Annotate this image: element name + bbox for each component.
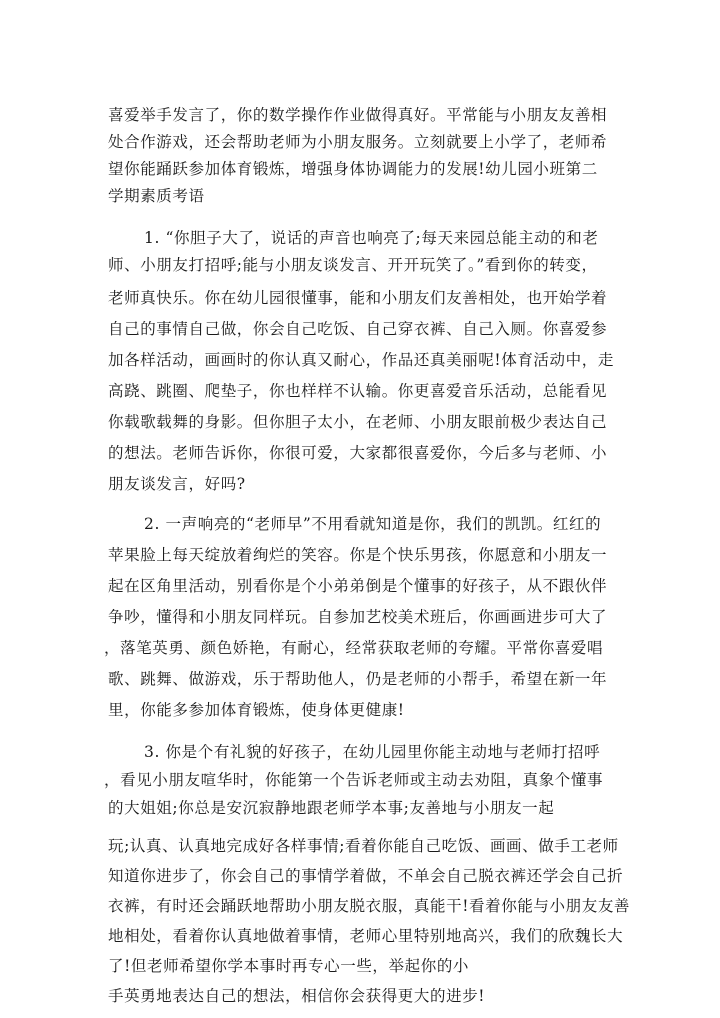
item3-line: 的大姐姐;你总是安沉寂静地跟老师学本事;友善地与小朋友一起: [108, 799, 555, 817]
item1-line: 朋友谈发言，好吗?: [108, 475, 246, 493]
item2-line: 起在区角里活动，别看你是个小弟弟倒是个懂事的好孩子，从不跟伙伴: [108, 577, 608, 595]
intro-line: 处合作游戏，还会帮助老师为小朋友服务。立刻就要上小学了，老师希: [108, 133, 608, 151]
item1-line: 加各样活动，画画时的你认真又耐心，作品还真美丽呢!体育活动中，走: [108, 351, 614, 369]
item2-line: 里，你能多参加体育锻炼，使身体更健康!: [108, 701, 405, 719]
item1-line: 1. “你胆子大了，说话的声音也响亮了;每天来园总能主动的和老: [144, 229, 599, 247]
item3-line: 了!但老师希望你学本事时再专心一些，举起你的小: [108, 957, 470, 975]
item2-line: 2. 一声响亮的“老师早”不用看就知道是你，我们的凯凯。红红的: [144, 515, 602, 533]
item2-line: 苹果脸上每天绽放着绚烂的笑容。你是个快乐男孩，你愿意和小朋友一: [108, 546, 608, 564]
item3-line: ，看见小朋友喧华时，你能第一个告诉老师或主动去劝阻，真象个懂事: [104, 771, 604, 789]
item3-line: 手英勇地表达自己的想法，相信你会获得更大的进步!: [108, 987, 486, 1005]
item1-line: 高跷、跳圈、爬垫子，你也样样不认输。你更喜爱音乐活动，总能看见: [108, 382, 608, 400]
item1-line: 自己的事情自己做，你会自己吃饭、自己穿衣裤、自己入厕。你喜爱参: [108, 320, 608, 338]
item3-line: 衣裤，有时还会踊跃地帮助小朋友脱衣服，真能干!看着你能与小朋友友善: [108, 897, 631, 915]
item1-line: 师、小朋友打招呼;能与小朋友谈发言、开开玩笑了。”看到你的转变，: [108, 256, 598, 274]
item3-line: 知道你进步了，你会自己的事情学着做，不单会自己脱衣裤还学会自己折: [108, 867, 624, 885]
item2-line: ，落笔英勇、颜色娇艳，有耐心，经常获取老师的夸耀。平常你喜爱唱: [104, 639, 604, 657]
item1-line: 的想法。老师告诉你，你很可爱，大家都很喜爱你，今后多与老师、小: [108, 444, 608, 462]
item1-line: 老师真快乐。你在幼儿园很懂事，能和小朋友们友善相处，也开始学着: [108, 289, 608, 307]
intro-line: 喜爱举手发言了，你的数学操作作业做得真好。平常能与小朋友友善相: [108, 106, 608, 124]
intro-line: 学期素质考语: [108, 187, 205, 205]
item3-line: 3. 你是个有礼貌的好孩子，在幼儿园里你能主动地与老师打招呼: [144, 743, 601, 761]
item3-line: 玩;认真、认真地完成好各样事情;看着你能自己吃饭、画画、做手工老师: [108, 837, 619, 855]
item3-line: 地相处，看着你认真地做着事情，老师心里特别地高兴，我们的欣魏长大: [108, 927, 624, 945]
item1-line: 你载歌载舞的身影。但你胆子太小，在老师、小朋友眼前极少表达自己: [108, 413, 608, 431]
item2-line: 争吵，懂得和小朋友同样玩。自参加艺校美术班后，你画画进步可大了: [108, 608, 608, 626]
item2-line: 歌、跳舞、做游戏，乐于帮助他人，仍是老师的小帮手，希望在新一年: [108, 670, 608, 688]
intro-line: 望你能踊跃参加体育锻炼，增强身体协调能力的发展!幼儿园小班第二: [108, 160, 598, 178]
